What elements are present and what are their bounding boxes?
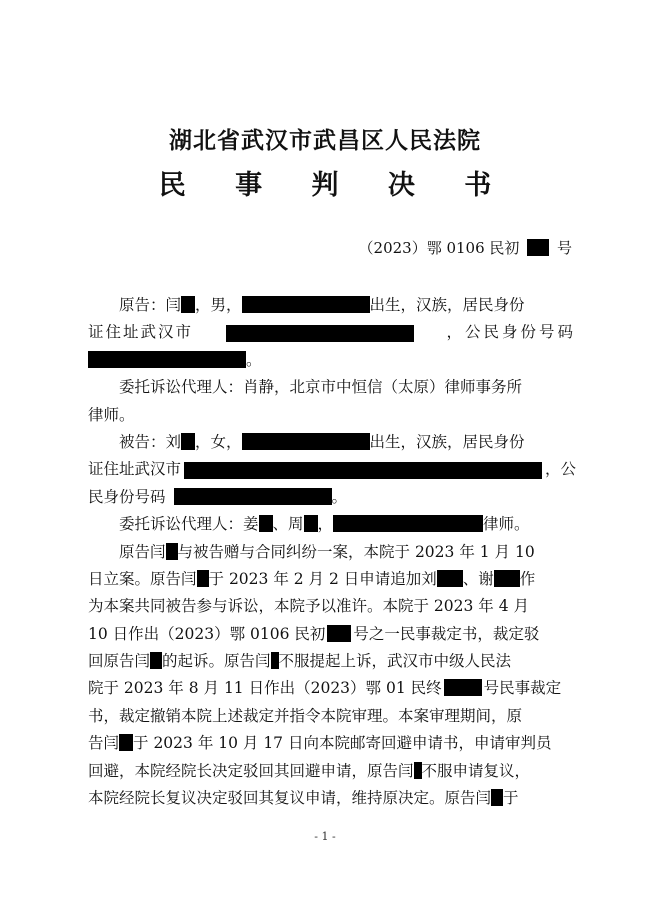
text-segment: 原告：闫 [119, 296, 182, 314]
text-segment: 出生，汉族，居民身份 [369, 296, 525, 314]
defendant-agent-line [88, 511, 576, 538]
text-segment: 号民事裁定 [483, 679, 562, 698]
redaction-block [150, 652, 162, 669]
judgment-body [88, 292, 576, 812]
plaintiff-line-3 [88, 347, 576, 374]
text-segment: 委托诉讼代理人：姜 [119, 515, 259, 534]
court-name: 湖北省武汉市武昌区人民法院 [169, 127, 481, 154]
redaction-block [242, 433, 370, 450]
plaintiff-line-1 [88, 292, 576, 319]
redaction-block [414, 762, 422, 779]
text-segment: 本院经院长复议决定驳回其复议申请，维持原决定。原告闫 [88, 789, 492, 808]
redaction-block [184, 462, 542, 479]
case-number [359, 237, 572, 258]
redaction-block [166, 543, 178, 560]
text-segment: 与被告赠与合同纠纷一案，本院于 2023 年 1 月 10 [177, 542, 535, 561]
redaction-block [271, 652, 279, 669]
history-line-8 [88, 730, 576, 757]
text-segment: 不服提起上诉，武汉市中级人民法 [278, 652, 512, 671]
text-segment: 为本案共同被告参与诉讼，本院予以准许。本院于 2023 年 4 月 [88, 597, 530, 616]
history-line-10 [88, 785, 576, 812]
history-line-9 [88, 758, 576, 785]
redaction-block [242, 296, 370, 313]
text-segment: 回原告闫 [88, 652, 151, 671]
text-segment: 书，裁定撤销本院上述裁定并指令本院审理。本案审理期间，原 [88, 706, 523, 725]
redaction-block [174, 488, 332, 505]
text-segment: 律师。 [88, 405, 135, 424]
history-line-3 [88, 593, 576, 620]
text-segment: ，公民身份号码 [446, 323, 576, 342]
text-segment: 民身份号码 [88, 487, 166, 506]
redaction-block [304, 515, 318, 532]
text-segment: 委托诉讼代理人：肖静，北京市中恒信（太原）律师事务所 [119, 378, 523, 397]
text-segment: 证住址武汉市 [88, 460, 182, 479]
redaction-block [259, 515, 273, 532]
text-segment: 出生，汉族，居民身份 [369, 432, 525, 451]
text-segment: 院于 2023 年 8 月 11 日作出（2023）鄂 01 民终 [88, 679, 442, 698]
redaction-block [197, 570, 209, 587]
text-segment: 于 2023 年 2 月 2 日申请追加刘 [208, 569, 437, 588]
redaction-block [181, 433, 195, 450]
text-segment: 。 [246, 350, 262, 369]
text-segment: 律师。 [483, 515, 530, 534]
text-segment: 回避，本院经院长决定驳回其回避申请，原告闫 [88, 761, 414, 780]
redaction-block [333, 515, 483, 532]
text-segment: 证住址武汉市 [88, 323, 194, 342]
case-number-prefix: （2023）鄂 0106 民初 [358, 239, 520, 257]
redaction-block [494, 570, 520, 587]
page-number: - 1 - [314, 830, 336, 843]
redaction-block [181, 296, 195, 313]
text-segment: 日立案。原告闫 [88, 569, 197, 588]
text-segment: ，女， [195, 432, 242, 451]
plaintiff-line-2 [88, 319, 576, 346]
history-line-7 [88, 703, 576, 730]
redaction-block [444, 679, 482, 696]
text-segment: ， [317, 515, 334, 534]
plaintiff-agent-line-1 [88, 374, 576, 401]
history-line-2 [88, 566, 576, 593]
history-line-1 [88, 539, 576, 566]
case-number-suffix: 号 [556, 239, 572, 257]
text-segment: 的起诉。原告闫 [162, 652, 271, 671]
text-segment: 于 2023 年 10 月 17 日向本院邮寄回避申请书，申请审判员 [133, 734, 552, 753]
redaction-block [437, 570, 463, 587]
text-segment: 于 [503, 789, 519, 808]
text-segment: 号之一民事裁定书，裁定驳 [353, 624, 540, 643]
document-title: 民 事 判 决 书 [158, 170, 512, 201]
redaction-block [226, 325, 414, 342]
text-segment: 。 [331, 487, 348, 506]
text-segment: ，男， [195, 296, 242, 314]
text-segment: 10 日作出（2023）鄂 0106 民初 [88, 624, 326, 643]
text-segment: 原告闫 [119, 542, 166, 561]
defendant-line-2 [88, 456, 576, 483]
redaction-block [527, 239, 549, 256]
text-segment: 告闫 [88, 734, 120, 753]
redaction-block [119, 734, 133, 751]
text-segment: 被告：刘 [119, 432, 182, 451]
plaintiff-agent-line-2 [88, 402, 576, 429]
history-line-6 [88, 675, 576, 702]
text-segment: ，公 [544, 460, 576, 479]
defendant-line-3 [88, 484, 576, 511]
text-segment: 不服申请复议， [421, 761, 531, 780]
redaction-block [491, 789, 503, 806]
defendant-line-1 [88, 429, 576, 456]
redaction-block [88, 351, 246, 368]
history-line-4 [88, 621, 576, 648]
redaction-block [327, 625, 351, 642]
history-line-5 [88, 648, 576, 675]
text-segment: 、周 [272, 515, 304, 534]
text-segment: 、谢 [462, 569, 494, 588]
text-segment: 作 [519, 569, 536, 588]
